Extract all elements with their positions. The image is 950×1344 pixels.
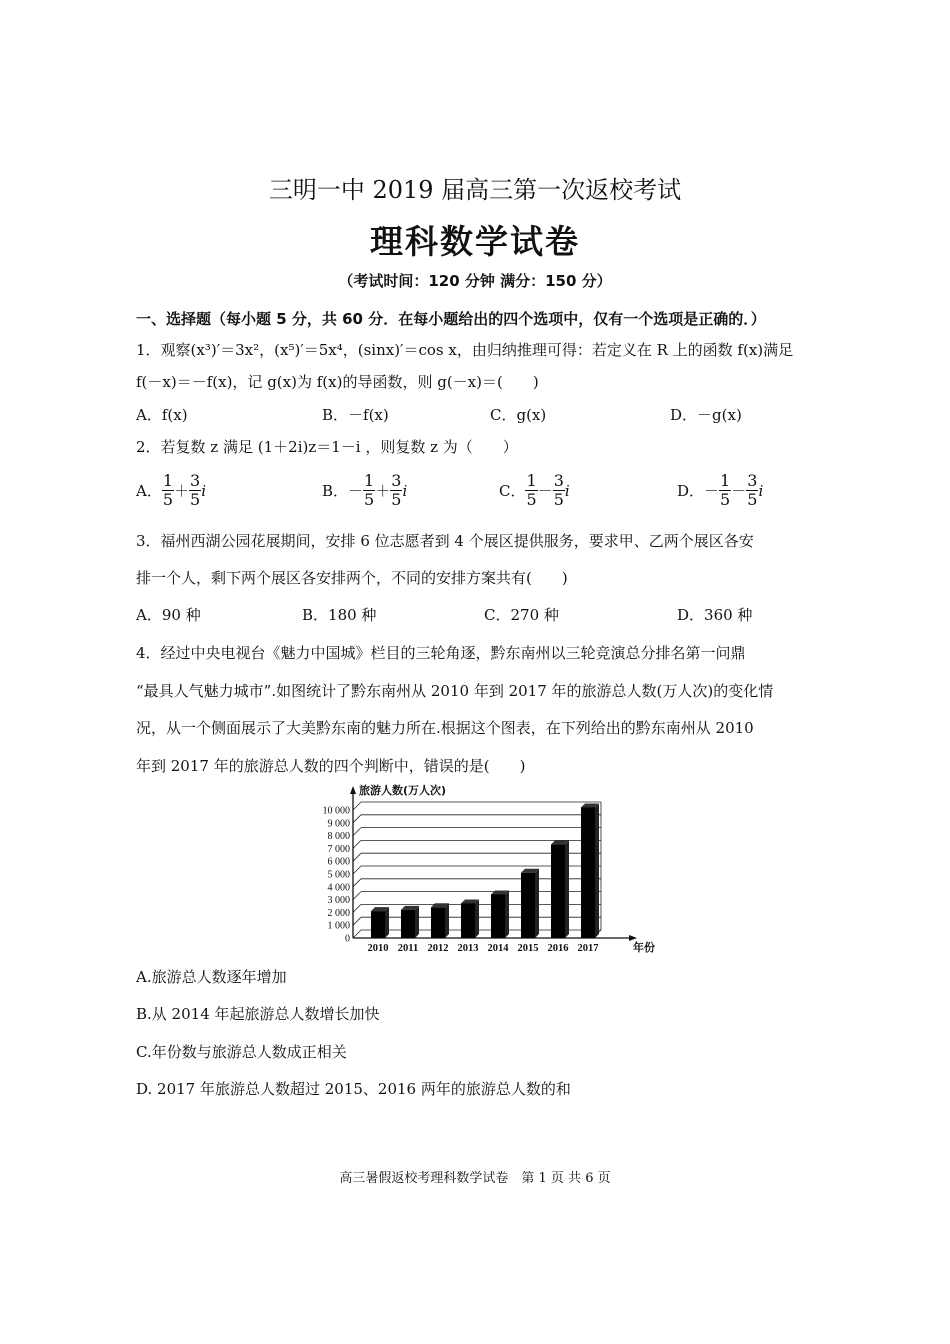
sign: － <box>704 482 720 500</box>
y-tick-label: 5 000 <box>327 869 350 881</box>
imaginary-unit: i <box>201 481 207 500</box>
fraction-2: $\frac{3}{5}$ <box>391 471 402 509</box>
y-axis-arrow <box>350 786 356 794</box>
q3-option-d: D．360 种 <box>677 606 753 624</box>
page-footer: 高三暑假返校考理科数学试卷 第 1 页 共 6 页 <box>339 1171 611 1186</box>
sign: － <box>348 482 364 500</box>
q2-stem: 2．若复数 z 满足 (1＋2i)z＝1－i ，则复数 z 为（ ） <box>136 438 518 456</box>
x-tick-label: 2010 <box>367 943 389 954</box>
grid-diagonal <box>353 828 361 836</box>
grid-diagonal <box>353 815 361 823</box>
y-tick-label: 9 000 <box>327 818 350 830</box>
exam-subtitle: 三明一中 2019 届高三第一次返校考试 <box>268 176 682 204</box>
fraction-1: $\frac{1}{5}$ <box>162 471 174 509</box>
y-tick-label: 8 000 <box>327 831 350 843</box>
q1-option-a: A．f(x) <box>136 406 188 424</box>
operator: － <box>731 482 747 500</box>
bar <box>401 910 415 938</box>
bar-side <box>415 906 419 938</box>
bar-side <box>445 903 449 938</box>
q4-option-d: D. 2017 年旅游总人数超过 2015、2016 两年的旅游总人数的和 <box>136 1080 571 1098</box>
q3-stem-line2: 排一个人，剩下两个展区各安排两个，不同的安排方案共有( ) <box>136 569 568 587</box>
q1-option-c: C．g(x) <box>490 406 547 424</box>
grid-diagonal <box>353 917 361 925</box>
q4-stem-line4: 年到 2017 年的旅游总人数的四个判断中，错误的是( ) <box>136 757 526 775</box>
y-tick-label: 0 <box>345 933 350 945</box>
imaginary-unit: i <box>758 481 764 500</box>
exam-time-info: （考试时间：120 分钟 满分：150 分） <box>338 272 612 290</box>
grid-diagonal <box>353 879 361 887</box>
bar-side <box>505 890 509 938</box>
y-tick-label: 6 000 <box>327 856 350 868</box>
bar <box>521 873 535 938</box>
q2-option-c <box>499 472 570 509</box>
fraction-2: $\frac{3}{5}$ <box>553 471 564 509</box>
exam-title: 理科数学试卷 <box>370 222 580 261</box>
operator: － <box>537 482 553 500</box>
grid-diagonal <box>353 840 361 848</box>
y-tick-label: 3 000 <box>327 895 350 907</box>
q4-option-a: A.旅游总人数逐年增加 <box>136 968 287 986</box>
x-tick-label: 2011 <box>397 943 419 954</box>
q1-stem-line2: f(－x)＝－f(x)，记 g(x)为 f(x)的导函数，则 g(－x)＝( ) <box>136 373 539 391</box>
x-tick-label: 2014 <box>487 943 509 954</box>
fraction-1: $\frac{1}{5}$ <box>364 471 375 509</box>
bar-side <box>595 803 599 938</box>
y-tick-label: 7 000 <box>327 843 350 855</box>
q4-option-b: B.从 2014 年起旅游总人数增长加快 <box>136 1005 380 1023</box>
bar-side <box>565 841 569 938</box>
option-label: D． <box>677 482 705 500</box>
option-label: C． <box>499 482 526 500</box>
option-label: A． <box>136 482 162 500</box>
q1-option-b: B．－f(x) <box>322 406 389 424</box>
x-axis-label: 年份 <box>633 941 655 954</box>
grid-diagonal <box>353 892 361 900</box>
tourism-bar-chart <box>300 780 655 958</box>
q3-option-a: A．90 种 <box>136 606 201 624</box>
imaginary-unit: i <box>564 481 570 500</box>
y-tick-label: 1 000 <box>327 920 350 932</box>
y-tick-label: 2 000 <box>327 907 350 919</box>
q3-option-b: B．180 种 <box>302 606 377 624</box>
bar-side <box>385 907 389 938</box>
grid-diagonal <box>353 904 361 912</box>
y-tick-label: 10 000 <box>322 805 350 817</box>
section-heading: 一、选择题（每小题 5 分，共 60 分．在每小题给出的四个选项中，仅有一个选项是正确的．） <box>136 310 766 328</box>
q4-stem-line2: “最具人气魅力城市”.如图统计了黔东南州从 2010 年到 2017 年的旅游总人数(万人次)的变化情 <box>136 682 774 700</box>
q3-stem-line1: 3．福州西湖公园花展期间，安排 6 位志愿者到 4 个展区提供服务，要求甲、乙两个展区各安 <box>136 532 754 550</box>
operator: ＋ <box>375 482 391 500</box>
q1-stem-line1: 1．观察(x³)′＝3x²，(x⁵)′＝5x⁴，(sinx)′＝cos x，由归纳推理可得：若定义在 R 上的函数 f(x)满足 <box>136 341 794 359</box>
bar <box>431 907 445 938</box>
bar <box>491 894 505 938</box>
grid-diagonal <box>353 853 361 861</box>
bar <box>581 807 595 938</box>
bar-side <box>535 869 539 938</box>
grid-diagonal <box>353 930 361 938</box>
x-tick-label: 2013 <box>457 943 479 954</box>
y-tick-label: 4 000 <box>327 882 350 894</box>
q3-option-c: C．270 种 <box>484 606 559 624</box>
q2-option-b <box>322 472 407 509</box>
x-tick-label: 2017 <box>577 943 599 954</box>
operator: ＋ <box>174 482 190 500</box>
q4-option-c: C.年份数与旅游总人数成正相关 <box>136 1043 347 1061</box>
q4-stem-line3: 况，从一个侧面展示了大美黔东南的魅力所在.根据这个图表，在下列给出的黔东南州从 2010 <box>136 719 754 737</box>
grid-diagonal <box>353 802 361 810</box>
x-tick-label: 2012 <box>427 943 449 954</box>
bar <box>551 845 565 938</box>
y-axis-label: 旅游人数(万人次) <box>359 784 447 797</box>
fraction-1: $\frac{1}{5}$ <box>720 471 731 509</box>
q2-option-a <box>136 472 206 509</box>
q4-stem-line1: 4．经过中央电视台《魅力中国城》栏目的三轮角逐，黔东南州以三轮竞演总分排名第一问鼎 <box>136 644 746 662</box>
x-tick-label: 2015 <box>517 943 539 954</box>
q1-option-d: D．－g(x) <box>670 406 742 424</box>
option-label: B． <box>322 482 349 500</box>
fraction-1: $\frac{1}{5}$ <box>526 471 537 509</box>
x-tick-label: 2016 <box>547 943 569 954</box>
fraction-2: $\frac{3}{5}$ <box>190 471 201 509</box>
bar-side <box>475 899 479 938</box>
bar <box>371 911 385 938</box>
grid-diagonal <box>353 866 361 874</box>
q2-option-d <box>677 472 763 509</box>
bar <box>461 903 475 938</box>
imaginary-unit: i <box>402 481 408 500</box>
fraction-2: $\frac{3}{5}$ <box>747 471 758 509</box>
